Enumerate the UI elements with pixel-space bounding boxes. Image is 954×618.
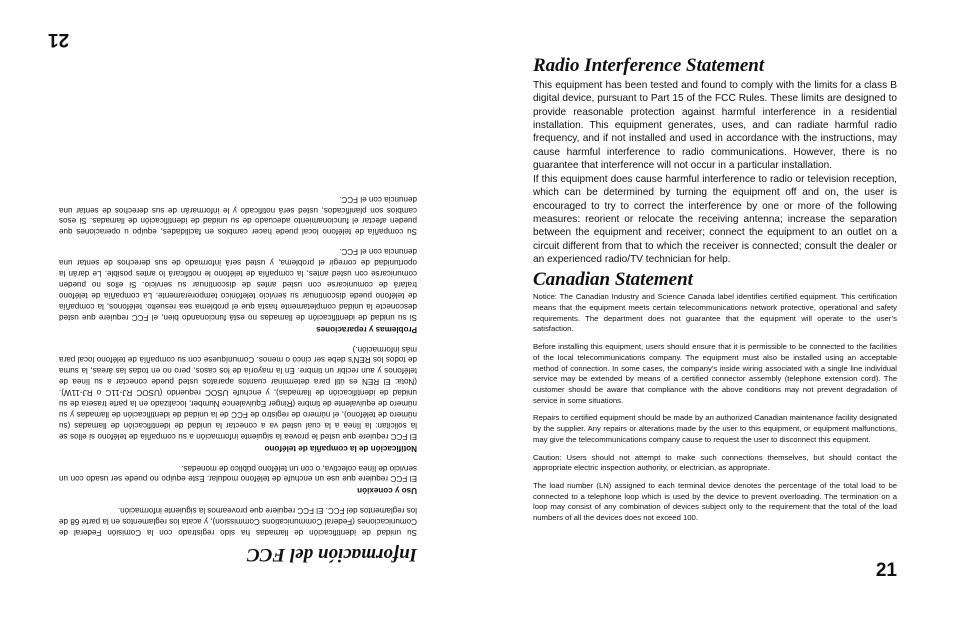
- canadian-paragraph-5: The load number (LN) assigned to each terminal device denotes the percentage of the total load to be connected to a telephone loop which is used by the device to prevent overloading. The termination on a loop may consist of any combination of devices subject only to the requirement that the total of the load numbers of all the devices does not exceed 100.: [533, 480, 897, 523]
- spanish-page-number: 21: [48, 29, 70, 50]
- canadian-statement-title: Canadian Statement: [533, 268, 693, 290]
- notification-heading: Notificación de la compañía de teléfono: [264, 443, 417, 453]
- connection-heading: Uso y conexión: [357, 486, 417, 496]
- changes-text: Su compañía de teléfono local puede hacer cambios en facilidades, equipo u operaciones que pueden afectar el funcionamiento adecuado de su unidad de identificación de llamadas. Si esos cambios son planificados, usted será notificado y le informarán de sus derechos de sentar una denuncia con el FCC.: [59, 194, 417, 237]
- spanish-text-block: [59, 184, 417, 564]
- problems-text: Si su unidad de identificación de llamadas no está funcionando bien, el FCC requiere que usted desconecte la unidad completamente hasta que el problema sea resuelto. teléfonos, la compañía de teléfono puede discontinuar su servicio telefónico temporeramente. La compañía de teléfono tratará de comunicarse con usted antes de discontinuar su servicio. Si ellos no pueden comunicarse con usted antes, la compañía de teléfono le notificará lo antes posible. Le darán la oportunidad de corregir el problema, y usted será informado de sus derechos de sentar una denuncia con el FCC.: [59, 247, 417, 322]
- spanish-intro: Su unidad de identificación de llamadas ha sido registrado con la Comisión Federal de Comunicaciones (Federal Communications Commission), y acata los reglamentos en la parte 68 de los reglamentos del FCC. El FCC requiere que proveamos la siguiente información.: [59, 506, 417, 538]
- canadian-paragraph-3: Repairs to certified equipment should be made by an authorized Canadian maintenance facility designated by the supplier. Any repairs or alterations made by the user to this equipment, or equipment malfunctions, may give the telecommunications company cause to request the user to disconnect this equipment.: [533, 413, 897, 444]
- radio-paragraph-2: If this equipment does cause harmful interference to radio or television reception, which can be determined by turning the equipment off and on, the user is encouraged to try to correct the interference by one or more of the following measures: reorient or relocate the receiving antenna; increase the separation between the equipment and receiver; connect the equipment to an outlet on a circuit different from that to which the receiver is connected; consult the dealer or an experienced radio/TV technician for help.: [533, 173, 897, 266]
- english-text-block: [533, 55, 897, 531]
- canadian-paragraph-1: Notice: The Canadian Industry and Science Canada label identifies certified equipment. This certification means that the equipment meets certain telecommunications network protective, operational and safety requirements. The department does not guarantee that the equipment will operate to the user’s satisfaction.: [533, 292, 897, 334]
- notification-text: El FCC requiere que usted le provea la siguiente información a su compañía de teléfono si ellos se la solicitan: la línea a la cual usted va a conectar la unidad de identificación de llamadas (su número de teléfono), el número de registro de FCC de la unidad de identificación de llamadas y su número de equivalente de timbre (Ringer Equivalence Number, localizado en la parte trasera de su unidad de identificación de llamadas), y enchufe USOC requerido (USOC RJ-11C o RJ-11W). (Nota: El REN es útil para determinar cuantos aparatos usted puede conectar a su línea de teléfonos y aun recibir un timbre. En la mayoría de los casos, pero no en todas las áreas, la suma de todos los REN's debe ser cinco o menos. Comuníquese con su compañía de teléfono local para más información.): [59, 344, 417, 441]
- connection-text: El FCC requiere que use un enchufe de teléfono modular. Este equipo no puede ser usado con un servicio de línea colectiva, o con un teléfono público de monedas.: [59, 463, 417, 484]
- right-page-english: [477, 0, 954, 618]
- problems-heading: Problemas y reparaciones: [316, 324, 417, 334]
- canadian-paragraph-2: Before installing this equipment, users should ensure that it is permissible to be connected to the facilities of the local telecommunications company. The equipment must also be installed using an acceptable method of connection. In some cases, the company’s inside wiring associated with a single line individual service may be extended by means of a certified connector assembly (telephone extension cord). The customer should be aware that compliance with the above conditions may not prevent degradation of service in some situations.: [533, 342, 897, 405]
- spanish-title: Información del FCC: [247, 544, 417, 565]
- english-page-number: 21: [875, 560, 897, 581]
- radio-interference-title: Radio Interference Statement: [533, 55, 765, 76]
- canadian-paragraph-4: Caution: Users should not attempt to make such connections themselves, but should contact the appropriate electric inspection authority, or electrician, as appropriate.: [533, 452, 897, 473]
- radio-paragraph-1: This equipment has been tested and found to comply with the limits for a class B digital device, pursuant to Part 15 of the FCC Rules. These limits are designed to provide reasonable protection against harmful interference in a residential installation. This equipment generates, uses, and can radiate harmful radio frequency, and if not installed and used in accordance with the instructions, may cause harmful interference to radio communications. However, there is no guarantee that interference will not occur in a particular installation.: [533, 79, 897, 172]
